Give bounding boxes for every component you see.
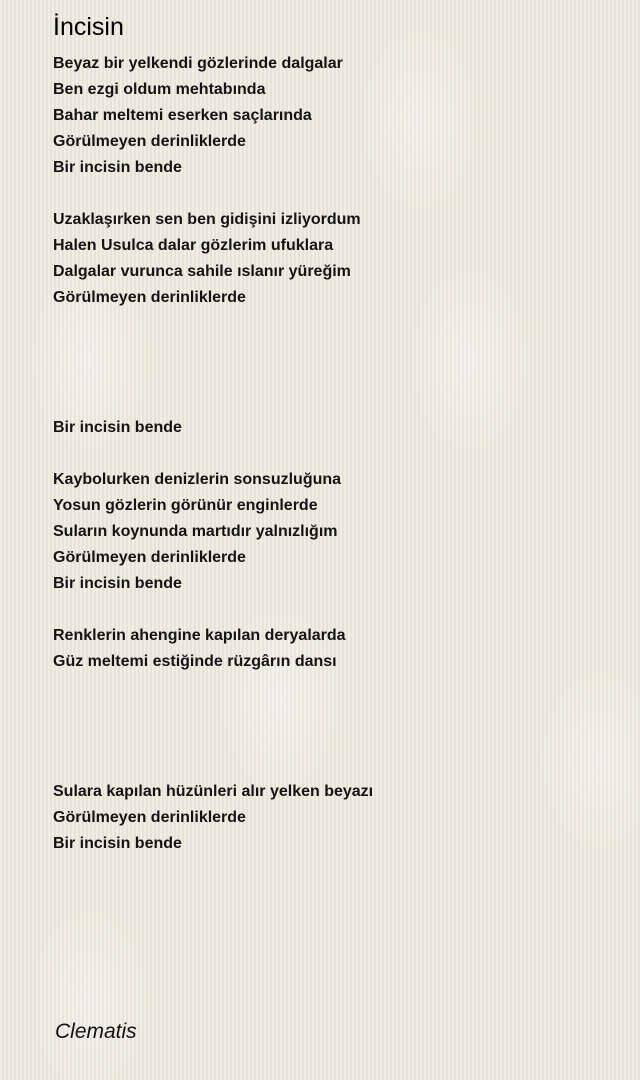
poem-line: Bir incisin bende xyxy=(53,835,182,852)
poem-line: Bir incisin bende xyxy=(53,419,182,436)
poem-blank-line xyxy=(53,441,613,467)
poem-blank-line xyxy=(53,363,613,389)
poem-line: Renklerin ahengine kapılan deryalarda xyxy=(53,627,346,644)
poem-title: İncisin xyxy=(53,13,124,41)
poem-line: Suların koynunda martıdır yalnızlığım xyxy=(53,523,338,540)
poem-blank-line xyxy=(53,701,613,727)
poem-blank-line xyxy=(53,753,613,779)
poem-line: Görülmeyen derinliklerde xyxy=(53,549,246,566)
poem-line: Görülmeyen derinliklerde xyxy=(53,289,246,306)
poem-blank-line xyxy=(53,181,613,207)
poem-line: Bir incisin bende xyxy=(53,159,182,176)
poem-line: Yosun gözlerin görünür enginlerde xyxy=(53,497,318,514)
poem-blank-line xyxy=(53,597,613,623)
poem-line: Beyaz bir yelkendi gözlerinde dalgalar xyxy=(53,55,343,72)
poem-line: Kaybolurken denizlerin sonsuzluğuna xyxy=(53,471,342,488)
poem-line: Sulara kapılan hüzünleri alır yelken beyazı xyxy=(53,783,374,800)
poem-line: Bahar meltemi eserken saçlarında xyxy=(53,107,312,124)
poem-blank-line xyxy=(53,675,613,701)
poem-blank-line xyxy=(53,727,613,753)
poem-line: Dalgalar vurunca sahile ıslanır yüreğim xyxy=(53,263,351,280)
poem-line: Uzaklaşırken sen ben gidişini izliyordum xyxy=(53,211,361,228)
poem-author: Clematis xyxy=(55,1020,137,1043)
poem-line: Görülmeyen derinliklerde xyxy=(53,809,246,826)
poem-line: Bir incisin bende xyxy=(53,575,182,592)
poem-line: Ben ezgi oldum mehtabında xyxy=(53,81,266,98)
poem-line: Halen Usulca dalar gözlerim ufuklara xyxy=(53,237,334,254)
poem-blank-line xyxy=(53,311,613,337)
poem-blank-line xyxy=(53,337,613,363)
poem-line: Görülmeyen derinliklerde xyxy=(53,133,246,150)
poem-line: Güz meltemi estiğinde rüzgârın dansı xyxy=(53,653,337,670)
poem-blank-line xyxy=(53,389,613,415)
poem-body xyxy=(53,51,613,857)
